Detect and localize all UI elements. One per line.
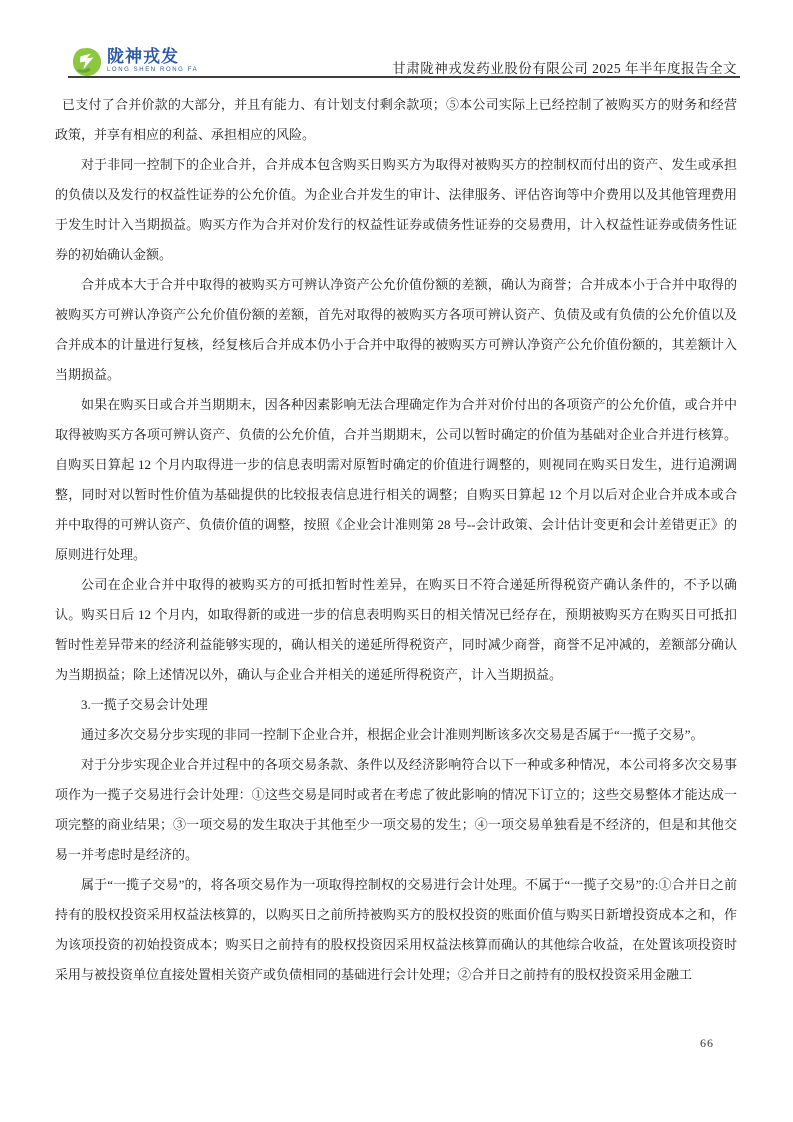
brand-name-cn: 陇神戎发 <box>107 47 179 66</box>
brand-name-en: LONG SHEN RONG FA <box>107 67 199 73</box>
logo-leaf-icon <box>72 47 102 77</box>
company-logo <box>72 47 198 77</box>
paragraph: 合并成本大于合并中取得的被购买方可辨认净资产公允价值份额的差额，确认为商誉；合并成本小于合并中取得的被购买方可辨认净资产公允价值份额的差额，首先对取得的被购买方各项可辨认资产、负债及或有负债的公允价值以及合并成本的计量进行复核，经复核后合并成本仍小于合并中取得的被购买方可辨认净资产公允价值份额的，其差额计入当期损益。 <box>55 277 737 382</box>
paragraph: 属于“一揽子交易”的，将各项交易作为一项取得控制权的交易进行会计处理。不属于“一揽子交易”的:①合并日之前持有的股权投资采用权益法核算的，以购买日之前所持被购买方的股权投资的账面价值与购买日新增投资成本之和，作为该项投资的初始投资成本；购买日之前持有的股权投资因采用权益法核算而确认的其他综合收益，在处置该项投资时采用与被投资单位直接处置相关资产或负债相同的基础进行会计处理；②合并日之前持有的股权投资采用金融工 <box>55 877 737 982</box>
paragraph: 对于分步实现企业合并过程中的各项交易条款、条件以及经济影响符合以下一种或多种情况，本公司将多次交易事项作为一揽子交易进行会计处理：①这些交易是同时或者在考虑了彼此影响的情况下订立的；这些交易整体才能达成一项完整的商业结果；③一项交易的发生取决于其他至少一项交易的发生；④一项交易单独看是不经济的，但是和其他交易一并考虑时是经济的。 <box>55 757 737 862</box>
logo-wordmark <box>107 47 198 74</box>
paragraph: 对于非同一控制下的企业合并，合并成本包含购买日购买方为取得对被购买方的控制权而付出的资产、发生或承担的负债以及发行的权益性证券的公允价值。为企业合并发生的审计、法律服务、评估咨询等中介费用以及其他管理费用于发生时计入当期损益。购买方作为合并对价发行的权益性证券或债务性证券的交易费用，计入权益性证券或债务性证券的初始确认金额。 <box>55 157 737 262</box>
page-number: 66 <box>700 1036 714 1050</box>
paragraph-continuation: 已支付了合并价款的大部分，并且有能力、有计划支付剩余款项；⑤本公司实际上已经控制了被购买方的财务和经营政策，并享有相应的利益、承担相应的风险。 <box>55 97 737 142</box>
header-divider-rule <box>68 76 740 78</box>
report-header-title: 甘肃陇神戎发药业股份有限公司 2025 年半年度报告全文 <box>392 61 737 76</box>
section-heading: 3.一揽子交易会计处理 <box>81 697 208 712</box>
paragraph: 通过多次交易分步实现的非同一控制下企业合并，根据企业会计准则判断该多次交易是否属于“一揽子交易”。 <box>81 727 704 742</box>
paragraph: 公司在企业合并中取得的被购买方的可抵扣暂时性差异，在购买日不符合递延所得税资产确认条件的，不予以确认。购买日后 12 个月内，如取得新的或进一步的信息表明购买日的相关情况已经存在，预期被购买方在购买日可抵扣暂时性差异带来的经济利益能够实现的，确认相关的递延所得税资产，同时减少商誉，商誉不足冲减的，差额部分确认为当期损益；除上述情况以外，确认与企业合并相关的递延所得税资产，计入当期损益。 <box>55 577 737 682</box>
document-body <box>55 90 737 990</box>
paragraph: 如果在购买日或合并当期期末，因各种因素影响无法合理确定作为合并对价付出的各项资产的公允价值，或合并中取得被购买方各项可辨认资产、负债的公允价值，合并当期期末，公司以暂时确定的价值为基础对企业合并进行核算。自购买日算起 12 个月内取得进一步的信息表明需对原暂时确定的价值进行调整的，则视同在购买日发生，进行追溯调整，同时对以暂时性价值为基础提供的比较报表信息进行相关的调整；自购买日算起 12 个月以后对企业合并成本或合并中取得的可辨认资产、负债价值的调整，按照《企业会计准则第 28 号--会计政策、会计估计变更和会计差错更正》的原则进行处理。 <box>55 397 737 562</box>
